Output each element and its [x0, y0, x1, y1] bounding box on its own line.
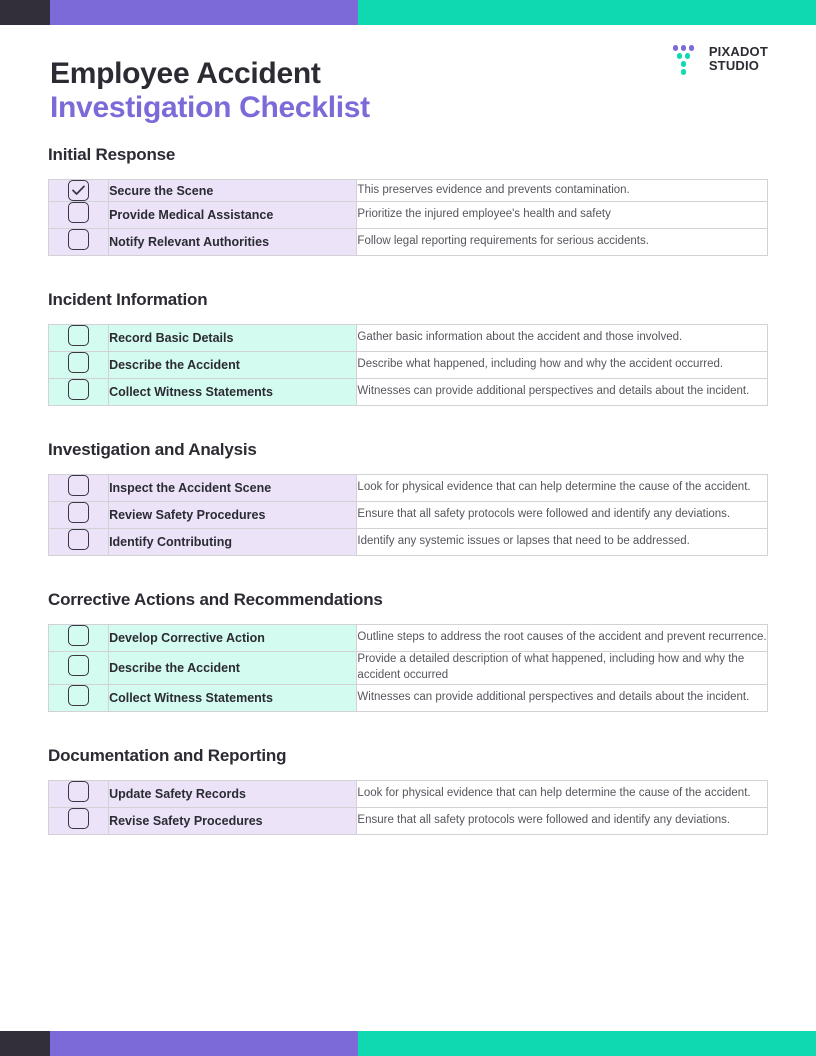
checkbox-unchecked-icon[interactable] — [68, 502, 89, 523]
document-header — [48, 25, 768, 145]
table-row — [49, 202, 768, 229]
table-row — [49, 652, 768, 685]
section-heading: Incident Information — [48, 290, 208, 309]
checkbox-cell[interactable] — [49, 625, 109, 652]
task-name: Collect Witness Statements — [109, 684, 357, 711]
logo-wordmark — [709, 45, 768, 72]
task-description: Describe what happened, including how and why the accident occurred. — [357, 352, 768, 379]
checklist-table — [48, 474, 768, 556]
checklist-table — [48, 624, 768, 712]
checkbox-cell[interactable] — [49, 502, 109, 529]
task-name: Review Safety Procedures — [109, 502, 357, 529]
checkbox-cell[interactable] — [49, 652, 109, 685]
section-heading: Investigation and Analysis — [48, 440, 257, 459]
task-name: Identify Contributing — [109, 529, 357, 556]
checklist-section — [48, 746, 768, 869]
checkbox-cell[interactable] — [49, 325, 109, 352]
task-description: Look for physical evidence that can help determine the cause of the accident. — [357, 475, 768, 502]
top-bar-segment-purple — [50, 0, 358, 25]
checkbox-unchecked-icon[interactable] — [68, 781, 89, 802]
task-description: Ensure that all safety protocols were followed and identify any deviations. — [357, 807, 768, 834]
checklist-table — [48, 179, 768, 256]
task-description: Ensure that all safety protocols were followed and identify any deviations. — [357, 502, 768, 529]
top-decorative-bar — [0, 0, 816, 25]
task-name: Notify Relevant Authorities — [109, 229, 357, 256]
bottom-bar-segment-dark — [0, 1031, 50, 1056]
checkbox-unchecked-icon[interactable] — [68, 229, 89, 250]
task-name: Describe the Accident — [109, 352, 357, 379]
document-page — [0, 25, 816, 1031]
task-name: Revise Safety Procedures — [109, 807, 357, 834]
checklist-table — [48, 780, 768, 835]
table-row — [49, 684, 768, 711]
page-title-line-2: Investigation Checklist — [50, 91, 370, 125]
top-bar-segment-teal — [358, 0, 816, 25]
checkbox-unchecked-icon[interactable] — [68, 325, 89, 346]
section-spacer — [48, 256, 768, 290]
checklist-sections — [48, 145, 768, 869]
task-name: Record Basic Details — [109, 325, 357, 352]
section-heading: Initial Response — [48, 145, 176, 164]
table-row — [49, 475, 768, 502]
checkbox-cell[interactable] — [49, 684, 109, 711]
task-description: Gather basic information about the accident and those involved. — [357, 325, 768, 352]
logo-wordmark-line-2: STUDIO — [708, 58, 760, 73]
checkbox-cell[interactable] — [49, 180, 109, 202]
table-row — [49, 180, 768, 202]
bottom-bar-segment-purple — [50, 1031, 358, 1056]
checkbox-unchecked-icon[interactable] — [68, 475, 89, 496]
top-bar-segment-dark — [0, 0, 50, 25]
checkbox-unchecked-icon[interactable] — [68, 655, 89, 676]
task-description: Witnesses can provide additional perspectives and details about the incident. — [357, 379, 768, 406]
task-description: Identify any systemic issues or lapses that need to be addressed. — [357, 529, 768, 556]
checklist-section — [48, 145, 768, 290]
checkbox-unchecked-icon[interactable] — [68, 379, 89, 400]
checkbox-unchecked-icon[interactable] — [68, 352, 89, 373]
task-description: This preserves evidence and prevents contamination. — [357, 180, 768, 202]
task-name: Inspect the Accident Scene — [109, 475, 357, 502]
task-description: Provide a detailed description of what happened, including how and why the accident occurred — [357, 652, 768, 685]
task-name: Provide Medical Assistance — [109, 202, 357, 229]
checkbox-cell[interactable] — [49, 475, 109, 502]
task-description: Prioritize the injured employee's health and safety — [357, 202, 768, 229]
checklist-section — [48, 590, 768, 746]
checkbox-cell[interactable] — [49, 352, 109, 379]
checkbox-unchecked-icon[interactable] — [68, 202, 89, 223]
task-description: Outline steps to address the root causes of the accident and prevent recurrence. — [357, 625, 768, 652]
table-row — [49, 229, 768, 256]
section-heading: Documentation and Reporting — [48, 745, 287, 765]
task-description: Witnesses can provide additional perspectives and details about the incident. — [357, 684, 768, 711]
task-name: Update Safety Records — [109, 780, 357, 807]
task-name: Collect Witness Statements — [109, 379, 357, 406]
checkbox-unchecked-icon[interactable] — [68, 625, 89, 646]
checkbox-unchecked-icon[interactable] — [68, 685, 89, 706]
brand-logo — [673, 45, 768, 73]
task-name: Describe the Accident — [109, 652, 357, 685]
table-row — [49, 780, 768, 807]
section-spacer — [48, 712, 768, 746]
logo-wordmark-line-1: PIXADOT — [708, 44, 768, 60]
task-name: Secure the Scene — [109, 180, 357, 202]
checklist-section — [48, 440, 768, 590]
section-heading: Corrective Actions and Recommendations — [48, 590, 383, 609]
logo-dots-icon — [673, 45, 701, 73]
checkbox-unchecked-icon[interactable] — [68, 808, 89, 829]
task-description: Look for physical evidence that can help determine the cause of the accident. — [357, 780, 768, 807]
table-row — [49, 352, 768, 379]
table-row — [49, 325, 768, 352]
table-row — [49, 807, 768, 834]
checklist-table — [48, 324, 768, 406]
page-title-line-1: Employee Accident — [50, 57, 321, 90]
bottom-decorative-bar — [0, 1031, 816, 1056]
section-spacer — [48, 835, 768, 869]
table-row — [49, 529, 768, 556]
table-row — [49, 625, 768, 652]
bottom-bar-segment-teal — [358, 1031, 816, 1056]
checkbox-cell[interactable] — [49, 807, 109, 834]
checkbox-cell[interactable] — [49, 229, 109, 256]
checkbox-cell[interactable] — [49, 529, 109, 556]
section-spacer — [48, 406, 768, 440]
checkbox-cell[interactable] — [49, 780, 109, 807]
table-row — [49, 502, 768, 529]
checkbox-unchecked-icon[interactable] — [68, 529, 89, 550]
checkbox-cell[interactable] — [49, 202, 109, 229]
section-spacer — [48, 556, 768, 590]
checklist-section — [48, 290, 768, 440]
checkbox-checked-icon[interactable] — [68, 180, 89, 201]
task-description: Follow legal reporting requirements for serious accidents. — [357, 229, 768, 256]
checkbox-cell[interactable] — [49, 379, 109, 406]
table-row — [49, 379, 768, 406]
page-title — [50, 57, 370, 125]
task-name: Develop Corrective Action — [109, 625, 357, 652]
